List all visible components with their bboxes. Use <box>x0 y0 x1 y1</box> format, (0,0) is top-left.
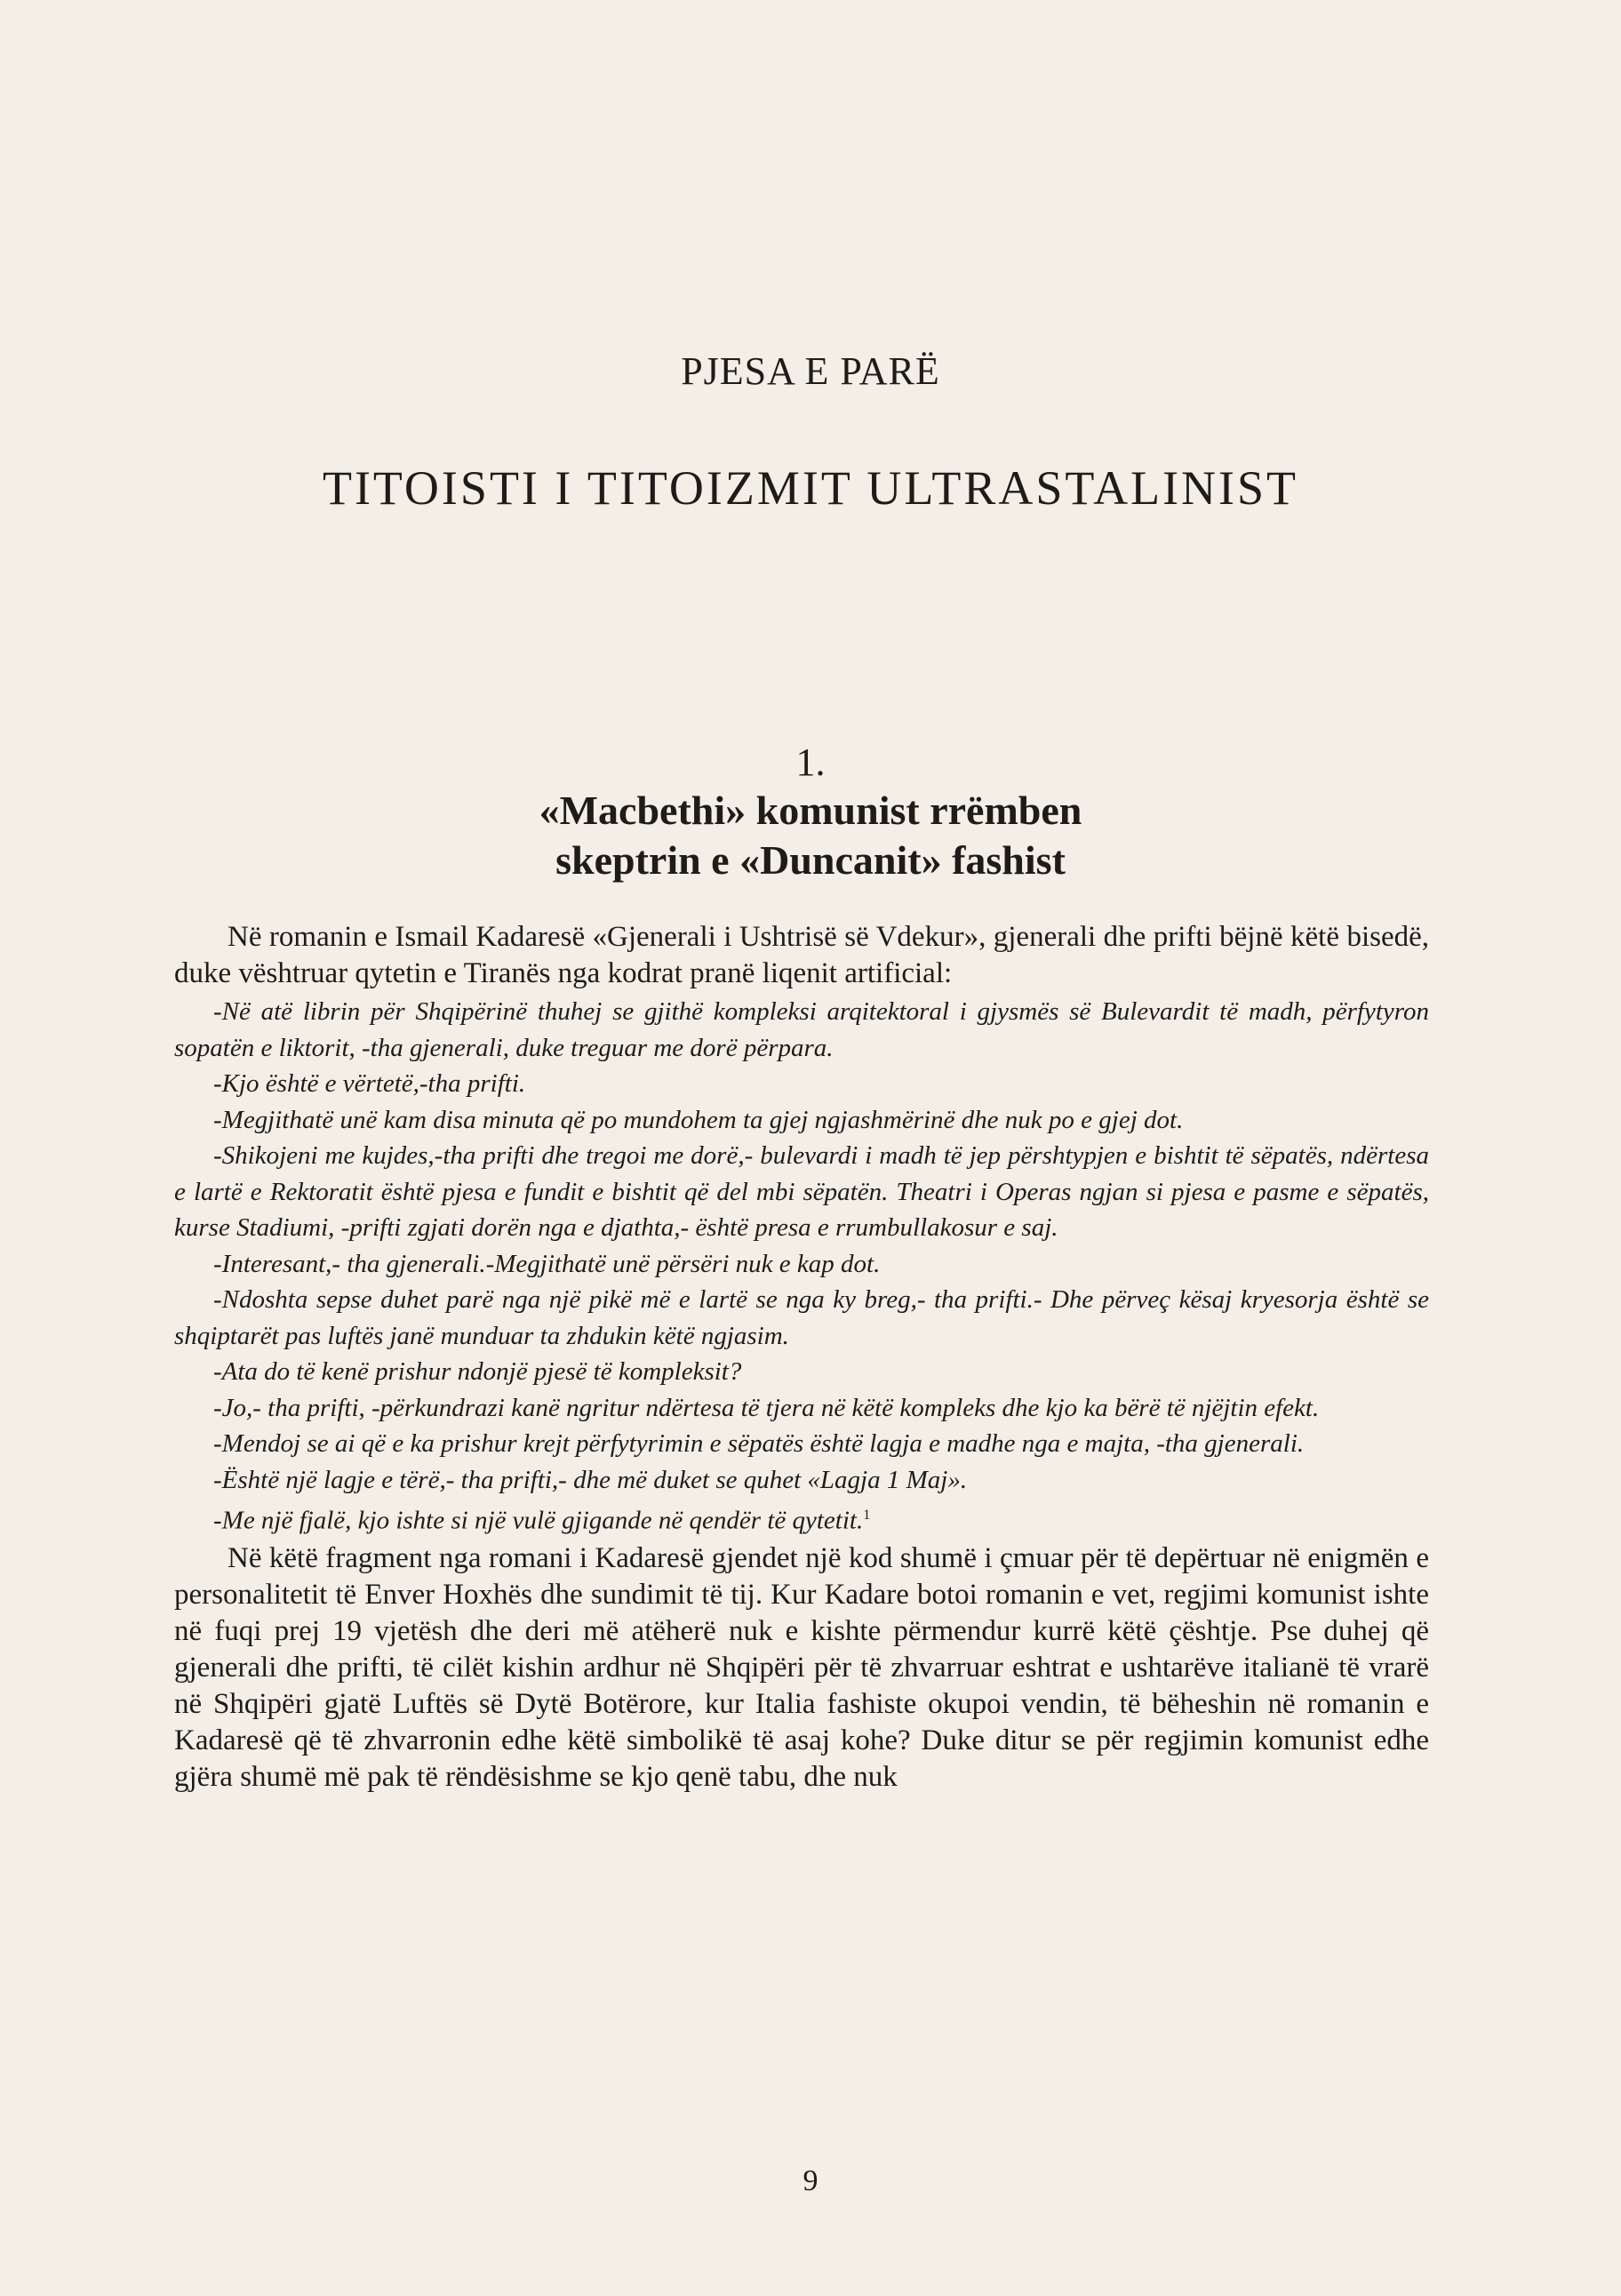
dialogue-line: -Kjo është e vërtetë,-tha prifti. <box>213 1069 526 1098</box>
chapter-number: 1. <box>795 740 826 784</box>
dialogue-line: -Ata do të kenë prishur ndonjë pjesë të kompleksit? <box>213 1357 742 1386</box>
dialogue-text: -Me një fjalë, kjo ishte si një vulë gjigande në qendër të qytetit. <box>213 1506 864 1535</box>
part-title: PJESA E PARË <box>681 349 940 393</box>
dialogue-line: -Jo,- tha prifti, -përkundrazi kanë ngritur ndërtesa të tjera në këtë kompleks dhe kjo ka bërë të njëjtin efekt. <box>213 1393 1320 1422</box>
chapter-title-line-1: «Macbethi» komunist rrëmben <box>539 788 1082 833</box>
book-title: TITOISTI I TITOIZMIT ULTRASTALINIST <box>322 461 1299 515</box>
chapter-title-line-2: skeptrin e «Duncanit» fashist <box>555 837 1066 883</box>
body-text <box>174 919 1429 1796</box>
intro-paragraph: Në romanin e Ismail Kadaresë «Gjenerali i Ushtrisë së Vdekur», gjenerali dhe prifti bëjnë këtë bisedë, duke vështruar qytetin e Tiranës nga kodrat pranë liqenit artificial: <box>174 921 1429 989</box>
dialogue-line: -Shikojeni me kujdes,-tha prifti dhe tregoi me dorë,- bulevardi i madh të jep përshtypjen e bishtit të sëpatës, ndërtesa e lartë e Rektoratit është pjesa e fundit e bishtit që del mbi sëpatën. Theatri i Operas ngjan si pjesa e pasme e sëpatës, kurse Stadiumi, -prifti zgjati dorën nga e djathta,- është presa e rrumbullakosur e saj. <box>174 1141 1429 1242</box>
dialogue-line-last <box>174 1498 1429 1539</box>
dialogue-line: -Është një lagje e tërë,- tha prifti,- dhe më duket se quhet «Lagja 1 Maj». <box>213 1465 968 1494</box>
dialogue-line: -Në atë librin për Shqipërinë thuhej se gjithë kompleksi arqitektoral i gjysmës së Bulevardit të madh, përfytyron sopatën e liktorit, -tha gjenerali, duke treguar me dorë përpara. <box>174 997 1429 1062</box>
dialogue-line: -Ndoshta sepse duhet parë nga një pikë më e lartë se nga ky breg,- tha prifti.- Dhe përveç kësaj kryesorja është se shqiptarët pas luftës janë munduar ta zhdukin këtë ngjasim. <box>174 1285 1429 1350</box>
dialogue-line: -Megjithatë unë kam disa minuta që po mundohem ta gjej ngjashmërinë dhe nuk po e gjej dot. <box>213 1105 1184 1134</box>
footnote-marker: 1 <box>863 1508 871 1523</box>
page-number: 9 <box>803 2164 818 2197</box>
closing-paragraph: Në këtë fragment nga romani i Kadaresë gjendet një kod shumë i çmuar për të depërtuar në enigmën e personalitetit të Enver Hoxhës dhe sundimit të tij. Kur Kadare botoi romanin e vet, regjimi komunist ishte në fuqi prej 19 vjetësh dhe deri më atëherë nuk e kishte përmendur kurrë këtë çështje. Pse duhej që gjenerali dhe prifti, të cilët kishin ardhur në Shqipëri për të zhvarruar eshtrat e ushtarëve italianë të vrarë në Shqipëri gjatë Luftës së Dytë Botërore, kur Italia fashiste okupoi vendin, të bëheshin në romanin e Kadaresë që të zhvarronin edhe këtë simbolikë të asaj kohe? Duke ditur se për regjimin komunist edhe gjëra shumë më pak të rëndësishme se kjo qenë tabu, dhe nuk <box>174 1542 1429 1794</box>
dialogue-line: -Interesant,- tha gjenerali.-Megjithatë unë përsëri nuk e kap dot. <box>213 1249 881 1278</box>
dialogue-line: -Mendoj se ai që e ka prishur krejt përfytyrimin e sëpatës është lagja e madhe nga e majta, -tha gjenerali. <box>213 1429 1305 1458</box>
chapter-title <box>0 786 1621 885</box>
